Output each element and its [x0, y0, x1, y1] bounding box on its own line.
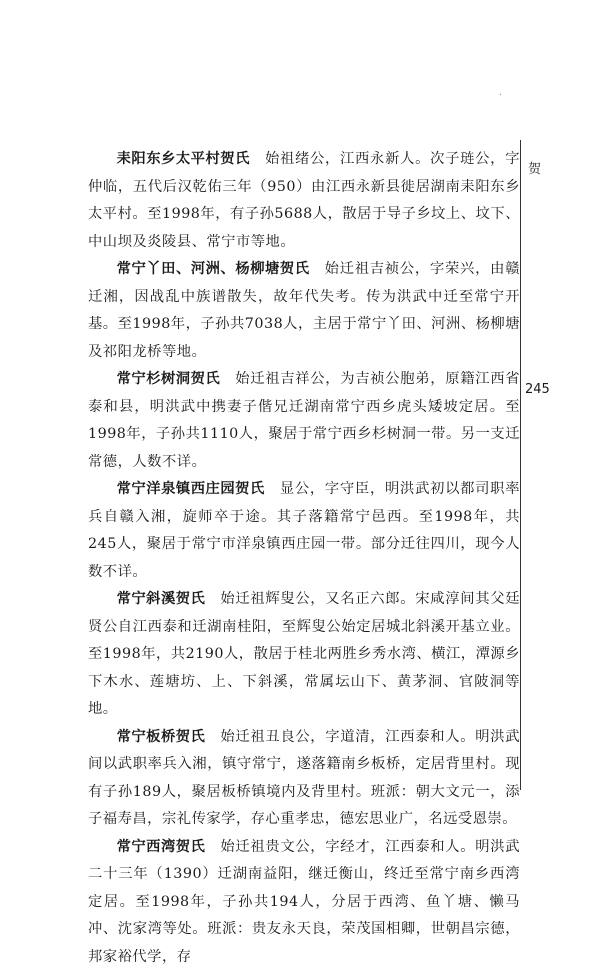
- entry-changning-banqiao: [88, 724, 520, 834]
- side-heading-char: 贺: [528, 158, 541, 177]
- corner-mark: ·: [499, 90, 502, 101]
- entry-text: 始迁祖贵文公，字经才，江西泰和人。明洪武二十三年（1390）迁湖南益阳，继迁衡山，终迁至常宁南乡西湾定居。至1998年，子孙共194人，分居于西湾、鱼丫塘、懒马冲、沈家湾等处。班派：贵友永天良，荣茂国相卿，世朝昌宗德，邦家裕代学，存: [88, 839, 520, 965]
- entry-text: 始迁祖辉叟公，又名正六郎。宋咸淳间其父廷贤公自江西泰和迁湖南桂阳，至辉叟公始定居城北斜溪开基立业。至1998年，共2190人，散居于桂北两胜乡秀水湾、横江，潭源乡下木水、莲塘坊、上、下斜溪，常属坛山下、黄茅洞、官陂洞等地。: [88, 591, 520, 717]
- entry-name: 常宁杉树洞贺氏: [117, 371, 221, 387]
- entry-name: 常宁板桥贺氏: [117, 729, 206, 745]
- entry-text: 显公，字守臣，明洪武初以都司职率兵自赣入湘，旋师卒于途。其子落籍常宁邑西。至1998年，共245人，聚居于常宁市洋泉镇西庄园一带。部分迁往四川，现今人数不详。: [88, 481, 520, 580]
- entry-leiyang-taiping: [88, 146, 520, 256]
- entry-text: 始祖绪公，江西永新人。次子琏公，字仲临，五代后汉乾佑三年（950）由江西永新县徙居湖南耒阳东乡太平村。至1998年，有子孙5688人，散居于导子乡坟上、坟下、中山坝及炎陵县、常宁市等地。: [88, 151, 520, 250]
- entry-changning-yatian: [88, 256, 520, 366]
- margin-rule: [520, 140, 521, 790]
- entry-text: 始迁祖吉祥公，为吉祯公胞弟，原籍江西省泰和县，明洪武中携妻子偕兄迁湖南常宁西乡虎头矮坡定居。至1998年，子孙共1110人，聚居于常宁西乡杉树洞一带。另一支迁常德，人数不详。: [88, 371, 520, 470]
- entry-name: 常宁西湾贺氏: [117, 839, 206, 855]
- entry-changning-xiexi: [88, 586, 520, 724]
- entry-name: 常宁洋泉镇西庄园贺氏: [117, 481, 265, 497]
- entry-changning-yangquan: [88, 476, 520, 586]
- entry-text: 始迁祖吉祯公，字荣兴，由赣迁湘，因战乱中族谱散失，故年代失考。传为洪武中迁至常宁开基。至1998年，子孙共7038人，主居于常宁丫田、河洲、杨柳塘及祁阳龙桥等地。: [88, 261, 520, 360]
- page-number: 245: [525, 382, 550, 397]
- entry-name: 常宁丫田、河洲、杨柳塘贺氏: [117, 261, 310, 277]
- entry-name: 常宁斜溪贺氏: [117, 591, 206, 607]
- entry-changning-xiwan: [88, 834, 520, 971]
- entry-changning-shanshudong: [88, 366, 520, 476]
- main-text: [88, 146, 520, 971]
- entry-name: 耒阳东乡太平村贺氏: [117, 151, 250, 167]
- entry-text: 始迁祖丑良公，字道清，江西泰和人。明洪武间以武职率兵入湘，镇守常宁，遂落籍南乡板桥，定居背里村。现有子孙189人，聚居板桥镇境内及背里村。班派：朝大文元一，添子福寿昌，宗礼传家学，存心重孝忠，德宏思业广，名远受恩崇。: [88, 729, 520, 828]
